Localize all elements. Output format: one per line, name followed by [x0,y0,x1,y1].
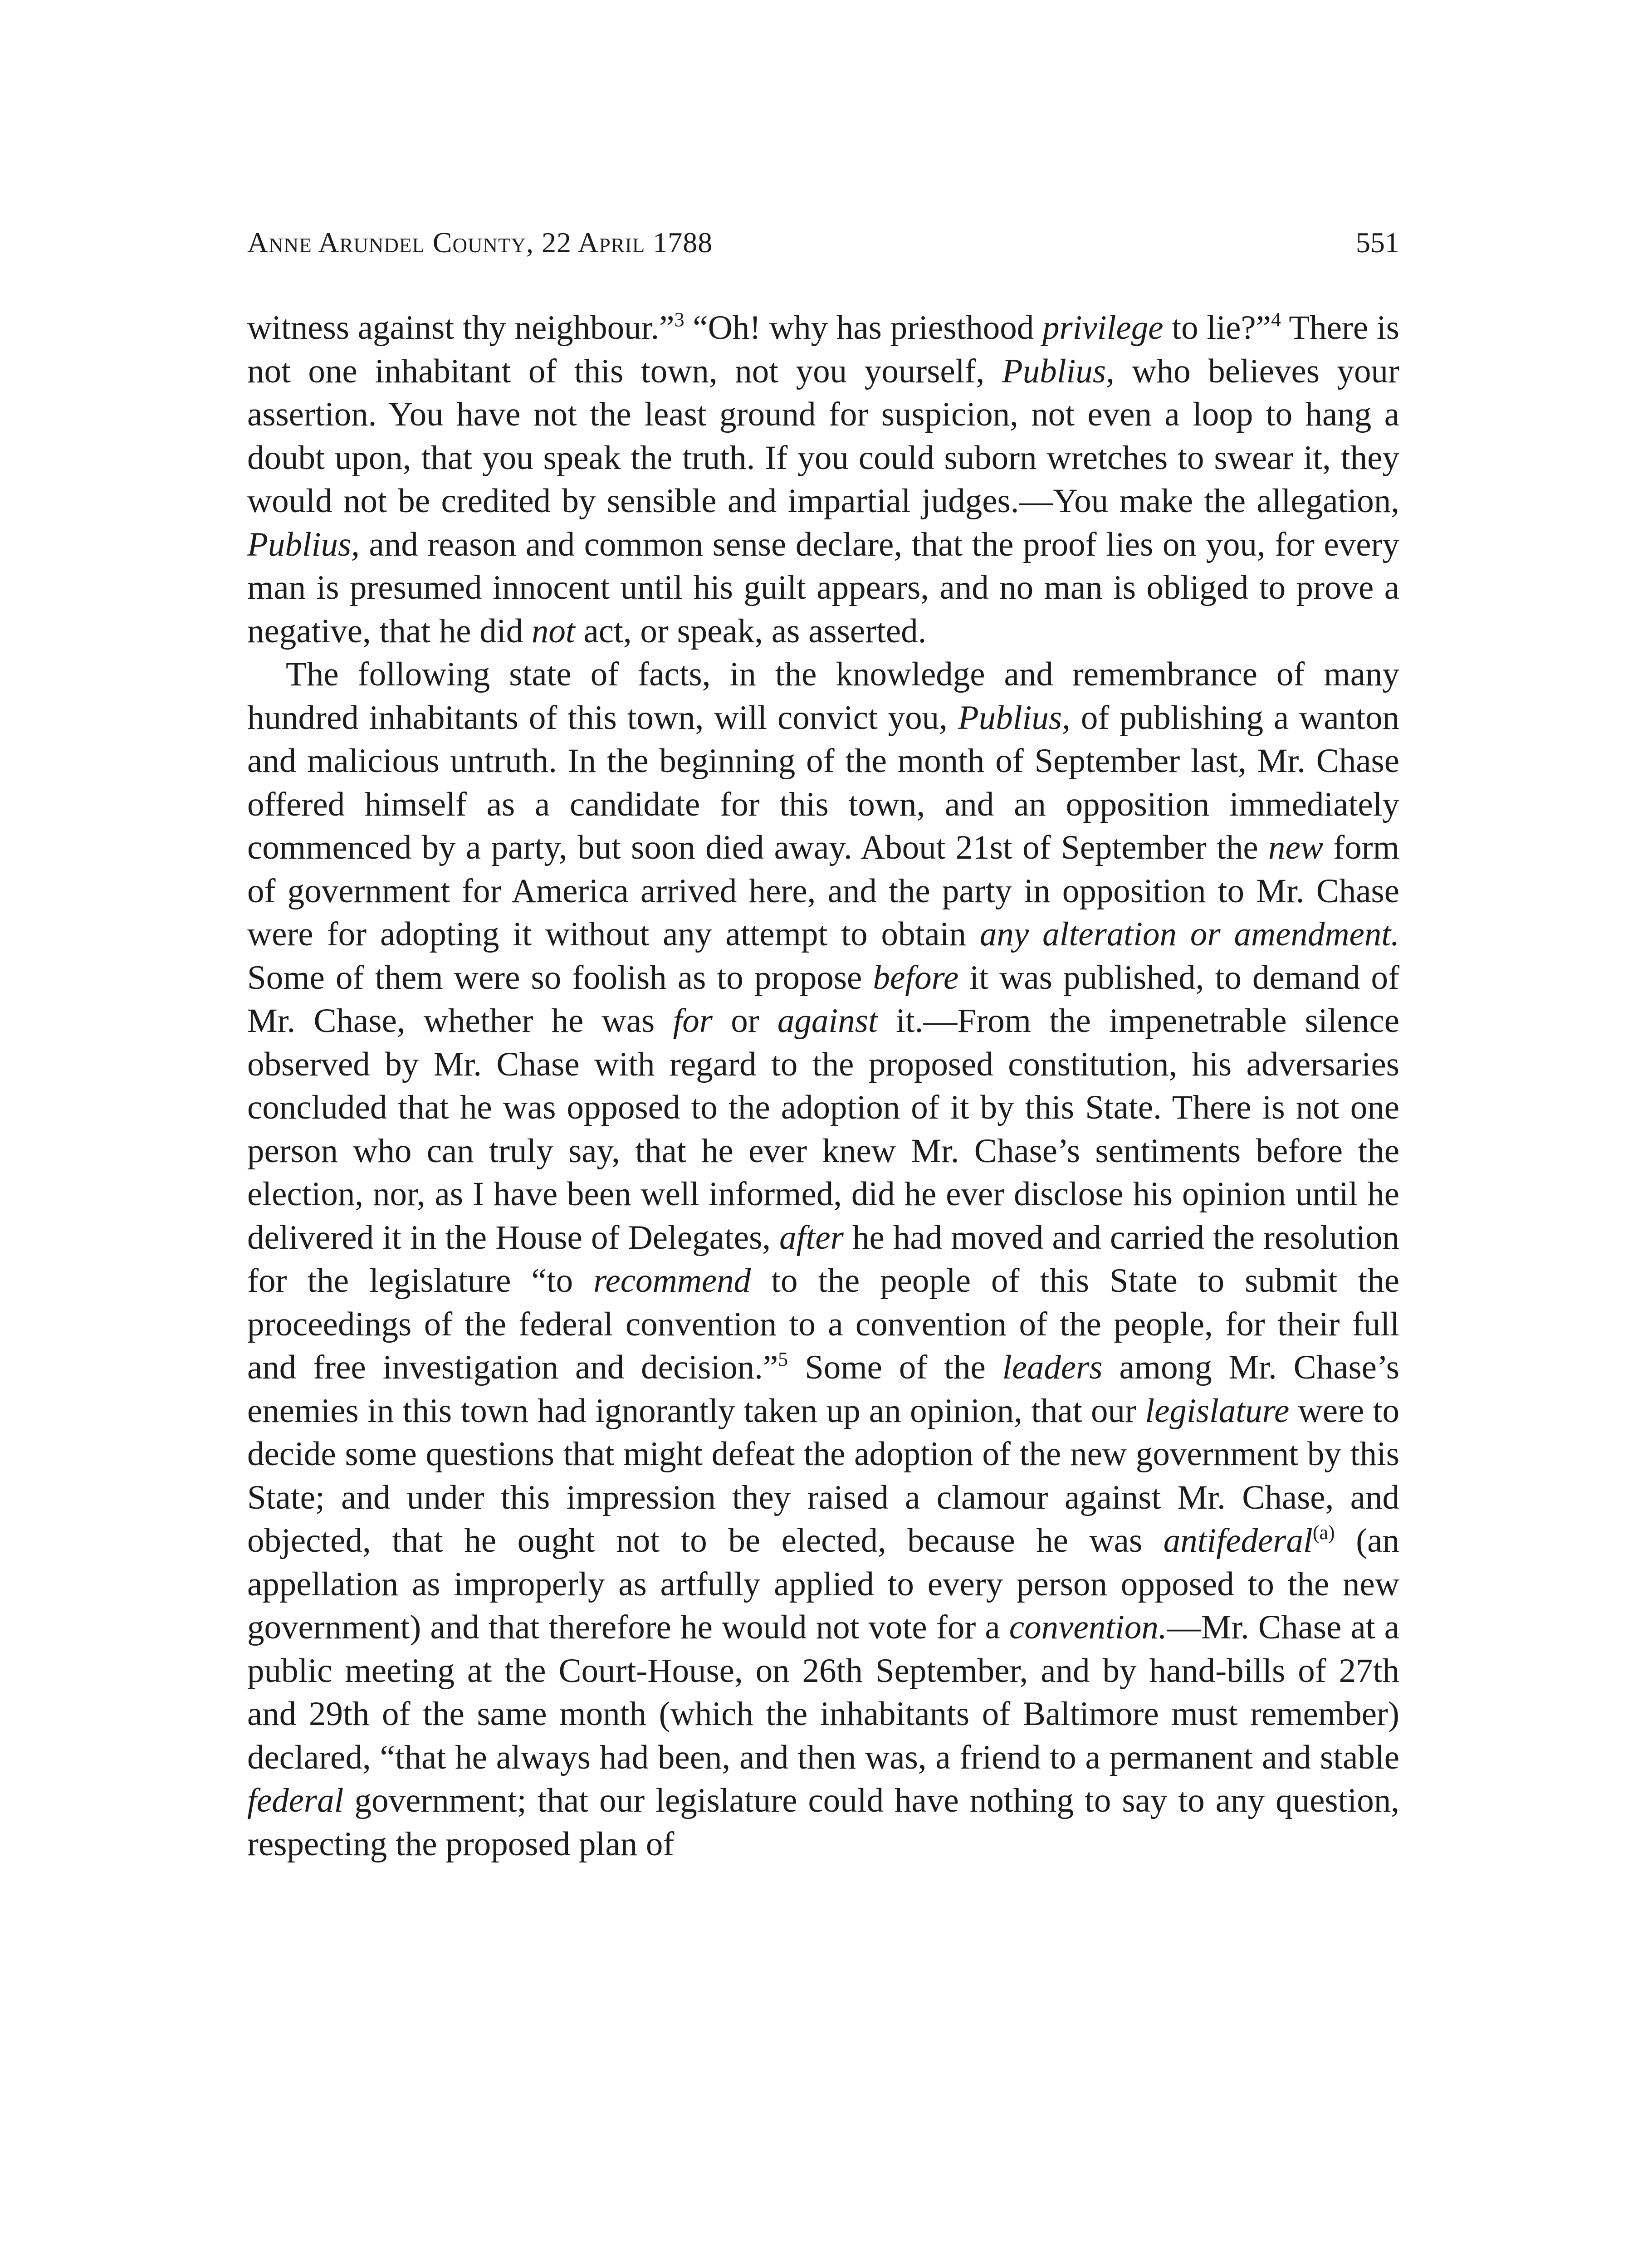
emphasis: for [673,1002,713,1040]
text-run: Some of the [788,1349,1002,1386]
emphasis: privilege [1042,309,1164,347]
text-run: witness against thy neighbour.” [247,309,675,347]
note-ref-5: 5 [778,1348,788,1370]
text-run: —Mr. Chase at a public meeting at the Court-House, on 26th September, and by hand-bills of 27th and 29th of the same month (which the inhabitants of Baltimore must remember) declared, “that he always had been, and then was, a friend to a permanent and stable [247,1608,1399,1776]
text-run: or [712,1002,777,1040]
running-head-title: Anne Arundel County, 22 April 1788 [247,226,713,259]
text-run: “Oh! why has priesthood [684,309,1042,347]
text-run: it.—From the impenetrable silence observed by Mr. Chase with regard to the proposed constitution, his adversaries concluded that he was opposed to the adoption of it by this State. There is not one person who can truly say, that he ever knew Mr. Chase’s sentiments before the election, nor, as I have been well informed, did he ever disclose his opinion until he delivered it in the House of Delegates, [247,1002,1399,1256]
text-run: among Mr. Chase’s enemies in this town had ignorantly taken up an opinion, that our [247,1349,1399,1430]
text-run: he had moved and carried the resolution for the legislature “to [247,1218,1399,1300]
emphasis: recommend [593,1262,751,1300]
emphasis: leaders [1002,1349,1103,1386]
text-run: act, or speak, as asserted. [575,612,927,650]
emphasis: legislature [1145,1392,1290,1430]
body-text [247,306,1399,1866]
emphasis: federal [247,1782,344,1819]
paragraph-2 [247,653,1399,1866]
text-run: who believes your assertion. You have not the least ground for suspicion, not even a loop to hang a doubt upon, that you speak the truth. If you could suborn wretches to swear it, they would not be credited by sensible and impartial judges.—You make the allegation, [247,352,1399,520]
note-ref-a: (a) [1312,1521,1335,1544]
emphasis: new [1268,829,1323,866]
text-run: form of government for America arrived here, and the party in opposition to Mr. Chase were for adopting it without any attempt to obtain [247,829,1399,953]
text-run: to lie?” [1163,309,1271,347]
note-ref-3: 3 [674,308,684,331]
page-number: 551 [1356,226,1399,259]
emphasis: against [777,1002,878,1040]
text-run: to the people of this State to submit the proceedings of the federal convention to a convention of the people, for their full and free investigation and decision.” [247,1262,1399,1386]
emphasis: not [531,612,575,650]
text-run: (an appellation as improperly as artfully applied to every person opposed to the new government) and that therefore he would not vote for a [247,1522,1399,1646]
emphasis: before [873,958,959,997]
text-run: The following state of facts, in the knowledge and remembrance of many hundred inhabitants of this town, will convict you, [247,655,1399,737]
text-run: government; that our legislature could have nothing to say to any question, respecting the proposed plan of [247,1782,1399,1863]
paragraph-1 [247,306,1399,653]
note-ref-4: 4 [1271,308,1281,331]
text-run: it was published, to demand of Mr. Chase, whether he was [247,958,1399,1040]
emphasis: antifederal [1163,1522,1313,1559]
emphasis: Publius, [958,699,1071,737]
emphasis: after [779,1218,844,1256]
running-head [247,218,1399,268]
emphasis: any alteration or amendment. [979,915,1399,953]
text-run: of publishing a wanton and malicious untruth. In the beginning of the month of September last, Mr. Chase offered himself as a candidate for this town, and an opposition immediately commenced by a party, but soon died away. About 21st of September the [247,699,1399,866]
text-run: There is not one inhabitant of this town, not you yourself, [247,309,1399,390]
emphasis: Publius, [247,525,360,563]
emphasis: Publius, [1002,352,1115,390]
emphasis: convention. [1009,1608,1167,1646]
text-run: and reason and common sense declare, that the proof lies on you, for every man is presumed innocent until his guilt appears, and no man is obliged to prove a negative, that he did [247,525,1399,650]
text-run: were to decide some questions that might defeat the adoption of the new government by this State; and under this impression they raised a clamour against Mr. Chase, and objected, that he ought not to be elected, because he was [247,1392,1400,1559]
text-run: Some of them were so foolish as to propose [247,958,873,997]
